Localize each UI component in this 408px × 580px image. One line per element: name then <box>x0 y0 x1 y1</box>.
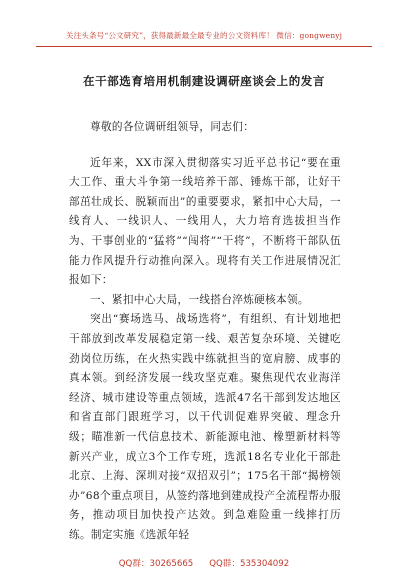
paragraph-intro: 近年来，XX市深入贯彻落实习近平总书记“要在重大工作、重大斗争第一线培养干部、锤炼干部，让好干部茁壮成长、脱颖而出”的重要要求，紧扣中心大局，一线育人、一线识人、一线用人，大力培育选拔担当作为、干事创业的“猛将”“闯将”“干将”，不断将干部队伍能力作风提升行动推向深入。现将有关工作进展情况汇报如下： <box>69 156 341 287</box>
section-heading-1: 一、紧扣中心大局，一线搭台淬炼硬核本领。 <box>90 293 309 306</box>
paragraph-section-1: 突出“赛场选马、战场选将”，有组织、有计划地把干部放到改革发展稳定第一线、艰苦复杂环境、关键吃劲岗位历练，在火热实践中练就担当的宽肩膀、成事的真本领。到经济发展一线攻坚克难。聚焦现代农业海洋经济、城市建设等重点领域，选派47名干部到发达地区和省直部门跟班学习，以干代训促难界突破、理念升级；瞄准新一代信息技术、新能源电池、橡塑新材料等新兴产业，成立3个工作专班，选派18名专业化干部赴北京、上海、深圳对接“双招双引”；175名干部“揭榜领办”68个重点项目，从签约落地到建成投产全流程帮办服务，推动项目加快投产达效。到急难险重一线摔打历练。制定实施《选派年轻 <box>69 313 341 541</box>
header-divider <box>36 46 372 47</box>
document-body <box>69 118 341 545</box>
salutation: 尊敬的各位调研组领导，同志们： <box>90 121 255 133</box>
document-title: 在干部选育培用机制建设调研座谈会上的发言 <box>83 74 325 88</box>
footer-contact <box>0 557 408 569</box>
header-banner: 关注头条号“公文研究”，获得最新最全最专业的公文资料库！ 微信：gongwenyj <box>65 31 343 40</box>
qq-group-2: QQ群：535304092 <box>209 559 290 569</box>
qq-group-1: QQ群：30265665 <box>118 559 194 569</box>
